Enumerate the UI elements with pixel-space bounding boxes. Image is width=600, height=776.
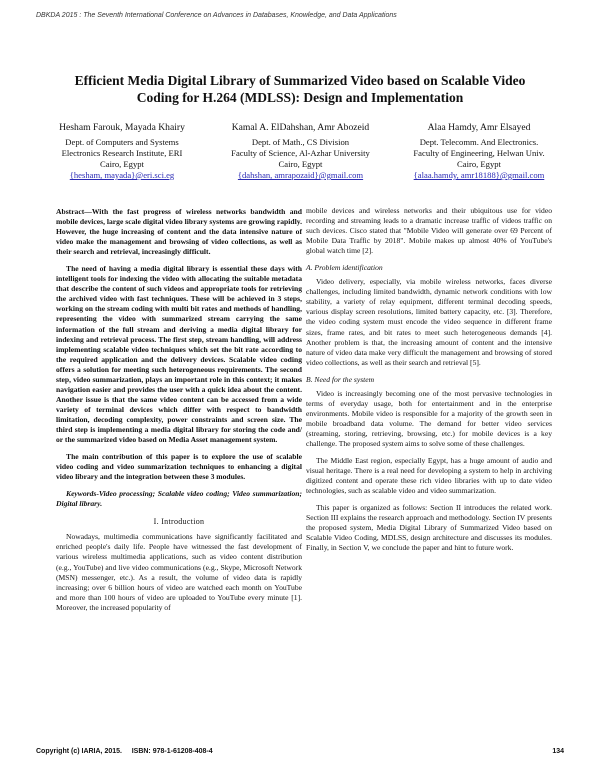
author-email[interactable]: {hesham, mayada}@eri.sci.eg xyxy=(69,170,175,180)
abstract-paragraph: Abstract—With the fast progress of wireless networks bandwidth and mobile devices, large scale digital video library systems are growing rapidly. However, the huge increasing of content and the data intensive nature of video make the management and browsing of video collections, as well as their search and retrieval, increasingly difficult. xyxy=(56,207,302,257)
copyright: Copyright (c) IARIA, 2015. xyxy=(36,748,122,755)
page-footer xyxy=(36,748,564,755)
author-group-2 xyxy=(217,122,385,181)
conference-header: DBKDA 2015 : The Seventh International Conference on Advances in Databases, Knowledge, and Data Applications xyxy=(36,12,397,19)
author-affiliation: Dept. of Computers and Systems xyxy=(65,137,179,147)
author-group-1 xyxy=(38,122,206,181)
section-heading-introduction: I. Introduction xyxy=(153,517,205,527)
author-names: Alaa Hamdy, Amr Elsayed xyxy=(427,122,531,133)
author-names: Hesham Farouk, Mayada Khairy xyxy=(59,122,185,133)
author-affiliation: Dept. Telecomm. And Electronics. xyxy=(419,137,539,147)
author-org: Faculty of Engineering, Helwan Univ. xyxy=(413,148,545,158)
author-org: Faculty of Science, Al-Azhar University xyxy=(231,148,370,158)
author-org: Electronics Research Institute, ERI xyxy=(61,148,183,158)
intro-paragraph: Nowadays, multimedia communications have significantly facilitated and enriched people's daily life. People have witnessed the fast development of various wireless multimedia applications, such as video content distribution (e.g., YouTube) and live video communications (e.g., Skype, Microsoft Network (MSN) messenger, etc.). As a result, the volume of video data is rapidly increasing; over 6 billion hours of video are watched each month on YouTube and more than 100 hours of video are uploaded to YouTube every minute [1]. Moreover, the increased popularity of xyxy=(56,532,302,612)
author-location: Cairo, Egypt xyxy=(457,159,501,169)
author-location: Cairo, Egypt xyxy=(278,159,323,169)
need-paragraph: The Middle East region, especially Egypt, has a huge amount of audio and visual heritage. There is a real need for developing a system to help in archiving digitized content and operate these rich video libraries with up to date video technologies, such as scalable video and video summarization. xyxy=(306,456,552,496)
author-location: Cairo, Egypt xyxy=(100,159,144,169)
author-group-3 xyxy=(395,122,563,181)
organization-paragraph: This paper is organized as follows: Section II introduces the related work. Section III explains the research approach and methodology. Section IV presents the proposed system, Media Digital Library of Summarized Video based on Scalable Video Coding, MDLSS, design architecture and discusses its modules. Finally, in Section V, we conclude the paper and hint to future work. xyxy=(306,503,552,553)
abstract-paragraph: The main contribution of this paper is to explore the use of scalable video coding and video summarization techniques to enhancing a digital video library and the integration between these 3 modules. xyxy=(56,452,302,482)
author-block xyxy=(38,122,563,181)
problem-paragraph: Video delivery, especially, via mobile wireless networks, faces diverse challenges, including limited bandwidth, dynamic network conditions with low stability, a variety of relay equipment, different terminal decoding speeds, various display screen resolutions, limited battery capacity, etc. [3]. Therefore, the video coding system must encode the video sequence in different frame sizes, frame rates, and bit rates to meet such heterogeneous demands [4]. Another problem is that, the increasing amount of content and the intensive nature of video data make very difficult the management and browsing of stored video collections, as well as their search and retrieval [5]. xyxy=(306,277,552,367)
author-affiliation: Dept. of Math., CS Division xyxy=(251,137,350,147)
abstract-paragraph: The need of having a media digital library is essential these days with intelligent tools for indexing the video with allocating the suitable metadata that describe the content of such videos and appropriate tools for retrieving the archived video with fast techniques. These will be achieved in 3 steps, working on the stream coding with multi bit rates and methods of handling, representing the video with summarized stream carrying the same information of the full stream and deriving a media digital library for indexing and retrieval process. The first step, stream handling, will address implementing scalable video techniques which set the bit rate according to the required application and the delivery devices. Scalable video coding offers a solution for meeting such heterogeneous requirements. The second step, video summarization, plays an important role in this context; it makes navigation easier and provides the user with a quick idea about the content. Another issue is that the same video content can be accessed from a wide variety of terminal devices which differ with respect to bandwidth limitation, decoding complexity, power constraints and screen size. The third step is implementing a media digital library for storing the code and/ or the summarized video based on Media Asset management system. xyxy=(56,264,302,445)
subsection-heading-problem: A. Problem identification xyxy=(306,263,383,273)
right-column xyxy=(306,206,552,560)
keywords: Keywords-Video processing; Scalable video coding; Video summarization; Digital library. xyxy=(56,489,302,509)
page-number: 134 xyxy=(552,748,564,755)
author-email[interactable]: {dahshan, amrapozaid}@gmail.com xyxy=(237,170,364,180)
left-column xyxy=(56,207,302,620)
author-email[interactable]: {alaa.hamdy, amr18188}@gmail.com xyxy=(413,170,545,180)
need-paragraph: Video is increasingly becoming one of the most pervasive technologies in terms of everyday usage, both for entertainment and in the enterprise environments. Mobile video is responsible for a majority of the growth seen in mobile broadband data volume. The demand for better video services (streaming, storing, retrieving, browsing, etc.) for mobile devices is a key challenge. The proposed system aims to solve some of these challenges. xyxy=(306,388,552,448)
isbn: ISBN: 978-1-61208-408-4 xyxy=(131,748,213,755)
author-names: Kamal A. ElDahshan, Amr Abozeid xyxy=(231,122,370,133)
paper-title: Efficient Media Digital Library of Summarized Video based on Scalable Video Coding for H.264 (MDLSS): Design and Implementation xyxy=(74,73,526,105)
subsection-heading-need: B. Need for the system xyxy=(306,374,375,384)
intro-paragraph-continued: mobile devices and wireless networks and their ubiquitous use for video recording and streaming leads to a dramatic increase traffic of videos traffic on such devices. Cisco stated that "Mobile Video will generate over 69 Percent of Mobile Data Traffic by 2018". Mobile makes up almost 40% of YouTube's global watch time [2]. xyxy=(306,206,552,256)
